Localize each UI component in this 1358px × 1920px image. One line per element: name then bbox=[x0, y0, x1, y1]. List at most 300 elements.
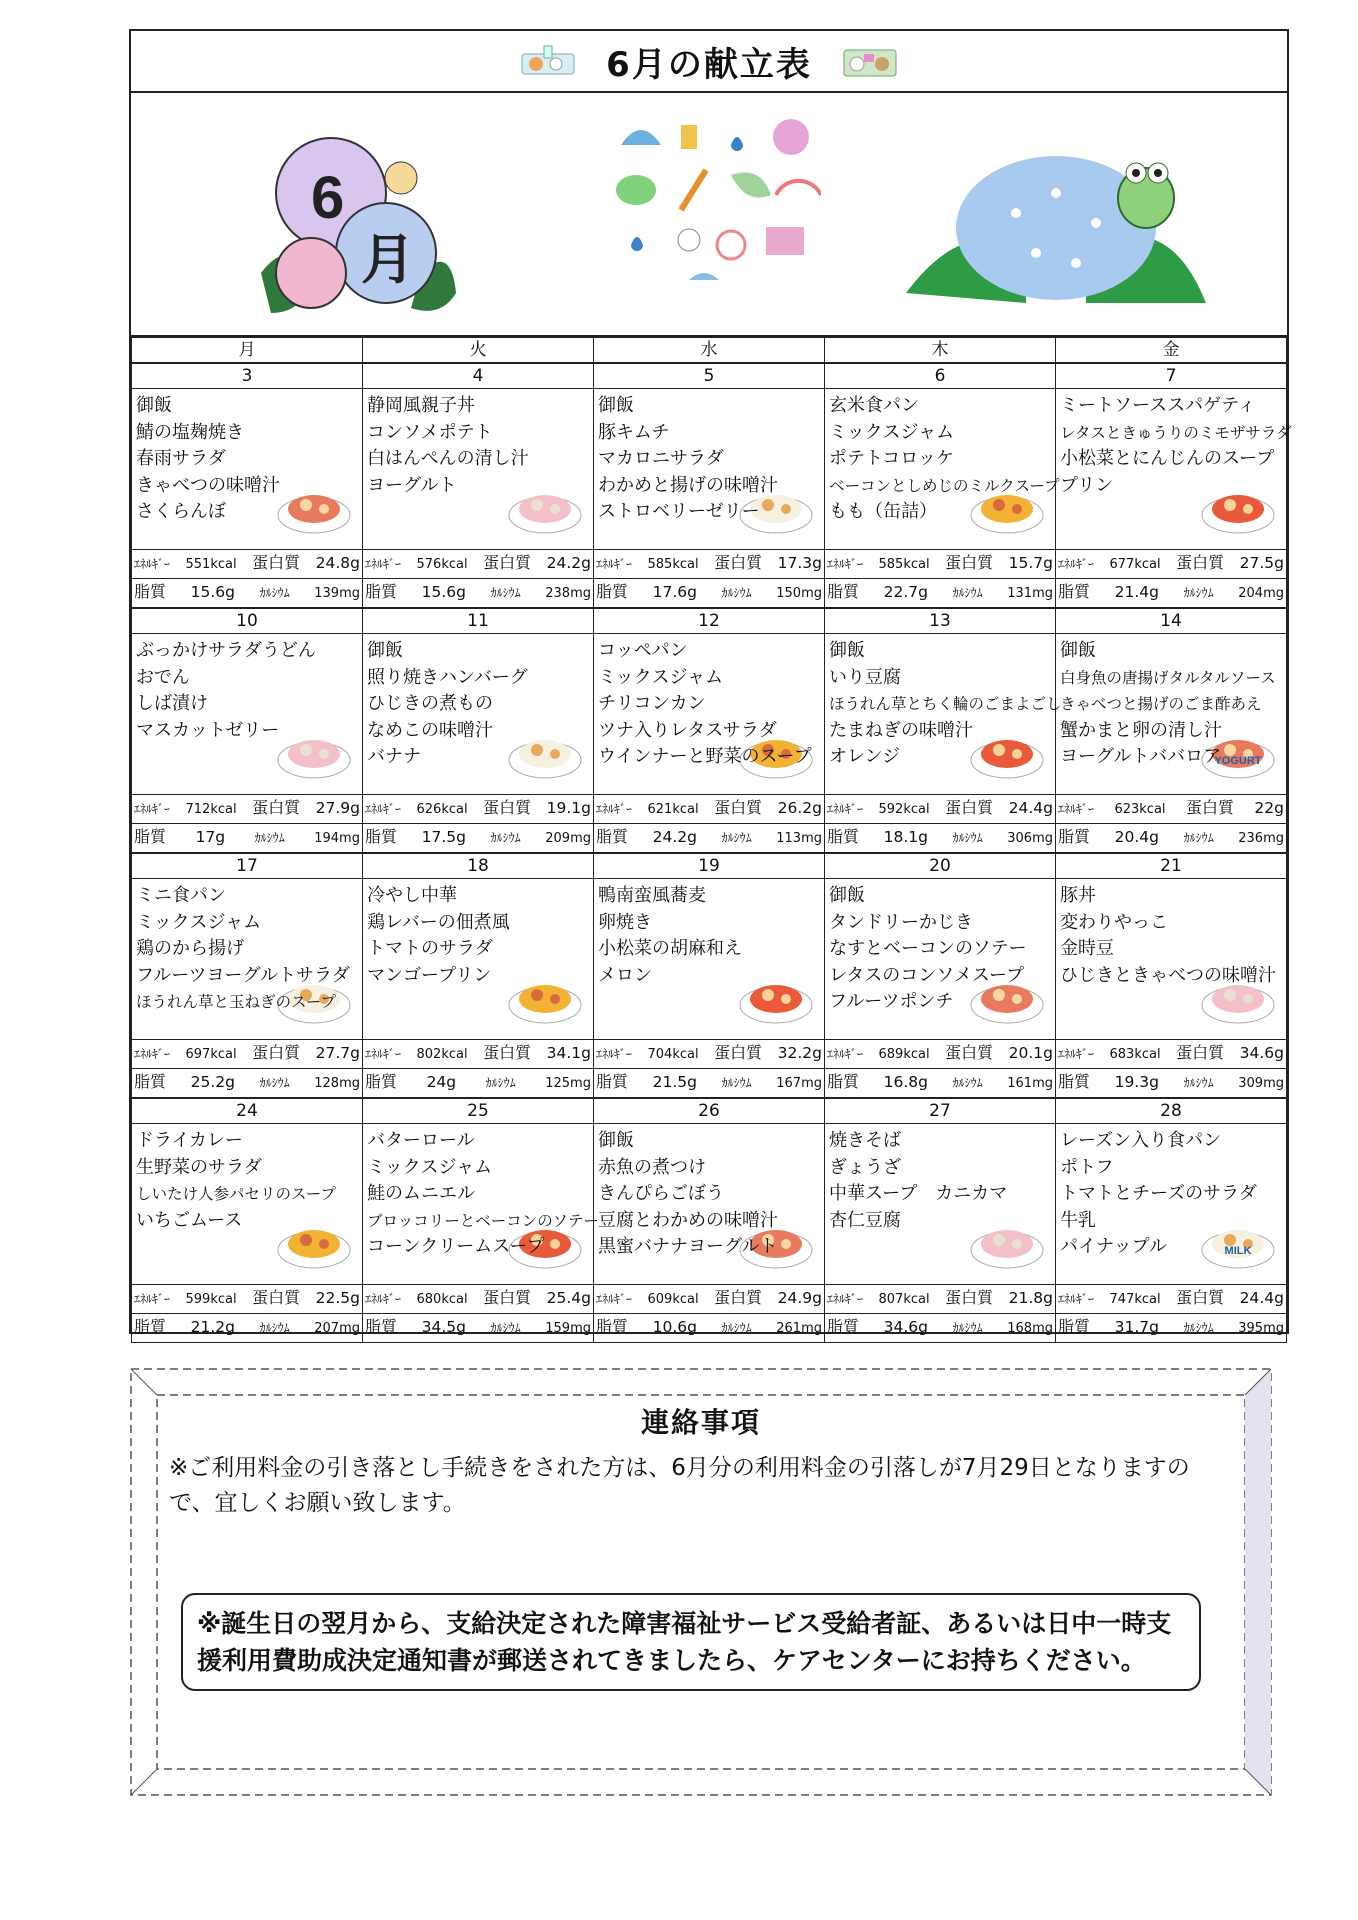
day-menu-cell bbox=[825, 879, 1056, 1040]
week-block bbox=[131, 608, 1287, 853]
energy-protein-cell bbox=[132, 1040, 363, 1069]
energy-value: 585kcal bbox=[647, 557, 699, 572]
dish-item: 鮭のムニエル bbox=[367, 1183, 475, 1204]
dish-item: 玄米食パン bbox=[829, 395, 919, 416]
dish-item: マンゴープリン bbox=[367, 964, 492, 986]
notice-section bbox=[129, 1367, 1273, 1797]
dish-item: わかめと揚げの味噌汁 bbox=[598, 474, 778, 496]
dish-item: おでん bbox=[136, 666, 190, 688]
energy-label: ｴﾈﾙｷﾞｰ bbox=[827, 557, 864, 571]
dish-item: ひじきの煮もの bbox=[367, 693, 493, 714]
energy-label: ｴﾈﾙｷﾞｰ bbox=[134, 1292, 171, 1306]
fat-label: 脂質 bbox=[596, 582, 629, 601]
fat-value: 17.6g bbox=[652, 583, 697, 601]
energy-protein-cell bbox=[132, 550, 363, 579]
dish-item: 鯖の塩麹焼き bbox=[136, 421, 244, 443]
fat-calcium-cell bbox=[594, 1314, 825, 1343]
dish-item: 春雨サラダ bbox=[136, 448, 226, 469]
dish-list bbox=[363, 879, 593, 989]
fat-calcium-cell bbox=[594, 1069, 825, 1098]
dish-item: 鴨南蛮風蕎麦 bbox=[598, 885, 706, 906]
dishes-row bbox=[132, 879, 1287, 1040]
fat-value: 21.4g bbox=[1114, 583, 1159, 601]
energy-label: ｴﾈﾙｷﾞｰ bbox=[134, 557, 171, 571]
energy-label: ｴﾈﾙｷﾞｰ bbox=[827, 1047, 864, 1061]
protein-label: 蛋白質 bbox=[945, 798, 994, 817]
energy-value: 551kcal bbox=[185, 557, 237, 572]
dish-item: しば漬け bbox=[136, 693, 208, 714]
dish-item: 鶏のから揚げ bbox=[136, 938, 244, 959]
week-block bbox=[131, 363, 1292, 608]
energy-value: 585kcal bbox=[878, 557, 930, 572]
fat-label: 脂質 bbox=[365, 1317, 398, 1336]
day-date: 17 bbox=[132, 854, 363, 879]
day-menu-cell bbox=[132, 389, 363, 550]
dish-list bbox=[132, 634, 362, 744]
fat-value: 24.2g bbox=[652, 828, 697, 846]
protein-value: 27.5g bbox=[1239, 554, 1284, 572]
fat-calcium-cell bbox=[132, 1069, 363, 1098]
dish-list bbox=[132, 879, 362, 1016]
weekday-tue: 火 bbox=[363, 338, 594, 363]
energy-protein-cell bbox=[825, 550, 1056, 579]
protein-label: 蛋白質 bbox=[252, 1288, 301, 1307]
calcium-label: ｶﾙｼｳﾑ bbox=[490, 831, 521, 845]
dish-item: ヨーグルト bbox=[367, 474, 457, 496]
energy-value: 599kcal bbox=[185, 1292, 237, 1307]
fat-value: 10.6g bbox=[652, 1318, 697, 1336]
day-menu-cell bbox=[363, 389, 594, 550]
notice-text: ※ご利用料金の引き落とし手続きをされた方は、6月分の利用料金の引落しが7月29日となりますので、宜しくお願い致します。 bbox=[169, 1455, 1190, 1516]
day-date: 21 bbox=[1056, 854, 1287, 879]
fat-value: 19.3g bbox=[1114, 1073, 1159, 1091]
dish-item: ほうれん草と玉ねぎのスープ bbox=[136, 993, 336, 1011]
calcium-label: ｶﾙｼｳﾑ bbox=[721, 831, 752, 845]
energy-protein-cell bbox=[1056, 550, 1287, 579]
dish-item: チリコンカン bbox=[598, 693, 706, 714]
dish-list bbox=[363, 1124, 599, 1261]
day-menu-cell bbox=[363, 879, 594, 1040]
protein-value: 24.2g bbox=[546, 554, 591, 572]
dish-item: 中華スープ カニカマ bbox=[829, 1183, 1008, 1204]
dish-item: 白身魚の唐揚げタルタルソース bbox=[1060, 668, 1276, 687]
dish-item: 照り焼きハンバーグ bbox=[367, 666, 528, 688]
dish-item: 卵焼き bbox=[598, 911, 652, 933]
calcium-label: ｶﾙｼｳﾑ bbox=[490, 1321, 521, 1335]
dish-item: ミートソーススパゲティ bbox=[1060, 395, 1256, 416]
fat-value: 25.2g bbox=[190, 1073, 235, 1091]
day-date: 4 bbox=[363, 364, 594, 389]
nutrition-row-1 bbox=[132, 1040, 1287, 1069]
day-menu-cell bbox=[825, 389, 1060, 550]
day-date: 11 bbox=[363, 609, 594, 634]
dish-item: ブロッコリーとベーコンのソテー bbox=[367, 1211, 599, 1230]
food-badge-label: MILK bbox=[1224, 1245, 1252, 1257]
calcium-value: 128mg bbox=[314, 1076, 360, 1091]
calcium-label: ｶﾙｼｳﾑ bbox=[952, 831, 983, 845]
fat-value: 21.5g bbox=[652, 1073, 697, 1091]
fat-label: 脂質 bbox=[134, 582, 167, 601]
energy-value: 704kcal bbox=[647, 1047, 699, 1062]
dish-list bbox=[363, 634, 593, 771]
dish-item: パイナップル bbox=[1060, 1236, 1167, 1257]
energy-protein-cell bbox=[594, 795, 825, 824]
calcium-label: ｶﾙｼｳﾑ bbox=[721, 586, 752, 600]
dish-list bbox=[825, 634, 1062, 771]
energy-value: 712kcal bbox=[185, 802, 237, 817]
fat-calcium-cell bbox=[825, 1314, 1056, 1343]
fat-value: 22.7g bbox=[883, 583, 928, 601]
energy-protein-cell bbox=[594, 550, 825, 579]
protein-label: 蛋白質 bbox=[1176, 553, 1225, 572]
dish-item: 生野菜のサラダ bbox=[136, 1156, 262, 1178]
dish-item: 牛乳 bbox=[1060, 1209, 1096, 1231]
day-date: 20 bbox=[825, 854, 1056, 879]
dish-item: 蟹かまと卵の清し汁 bbox=[1060, 719, 1222, 741]
dish-item: プリン bbox=[1060, 474, 1114, 496]
fat-label: 脂質 bbox=[827, 827, 860, 846]
dish-item: バナナ bbox=[367, 746, 421, 767]
fat-calcium-cell bbox=[1056, 1069, 1287, 1098]
energy-label: ｴﾈﾙｷﾞｰ bbox=[827, 802, 864, 816]
dish-item: コーンクリームスープ bbox=[367, 1236, 545, 1257]
protein-value: 24.4g bbox=[1008, 799, 1053, 817]
dish-item: 静岡風親子丼 bbox=[367, 395, 475, 416]
dish-item: ミックスジャム bbox=[136, 911, 262, 933]
calcium-label: ｶﾙｼｳﾑ bbox=[485, 1076, 516, 1090]
dish-list bbox=[594, 879, 824, 989]
energy-value: 623kcal bbox=[1114, 802, 1166, 817]
energy-protein-cell bbox=[363, 1040, 594, 1069]
dish-item: レタスのコンソメスープ bbox=[829, 964, 1025, 986]
energy-protein-cell bbox=[825, 1285, 1056, 1314]
seasonal-illustration bbox=[131, 93, 1287, 337]
calcium-label: ｶﾙｼｳﾑ bbox=[1183, 1076, 1214, 1090]
energy-label: ｴﾈﾙｷﾞｰ bbox=[1058, 1292, 1095, 1306]
energy-label: ｴﾈﾙｷﾞｰ bbox=[365, 1292, 402, 1306]
dish-item: バターロール bbox=[367, 1130, 475, 1151]
calcium-value: 159mg bbox=[545, 1321, 591, 1336]
protein-value: 34.6g bbox=[1239, 1044, 1284, 1062]
energy-label: ｴﾈﾙｷﾞｰ bbox=[134, 802, 171, 816]
day-menu-cell bbox=[594, 389, 825, 550]
day-date: 19 bbox=[594, 854, 825, 879]
dishes-row bbox=[132, 389, 1287, 550]
protein-label: 蛋白質 bbox=[483, 553, 532, 572]
day-menu-cell bbox=[594, 879, 825, 1040]
fat-label: 脂質 bbox=[134, 1072, 167, 1091]
calcium-value: 236mg bbox=[1238, 831, 1284, 846]
dish-item: 小松菜とにんじんのスープ bbox=[1060, 448, 1275, 469]
dish-list bbox=[132, 389, 362, 526]
day-date: 27 bbox=[825, 1099, 1056, 1124]
calcium-label: ｶﾙｼｳﾑ bbox=[721, 1321, 752, 1335]
calcium-value: 161mg bbox=[1007, 1076, 1053, 1091]
calcium-value: 309mg bbox=[1238, 1076, 1284, 1091]
dish-item: マカロニサラダ bbox=[598, 448, 724, 469]
calcium-value: 209mg bbox=[545, 831, 591, 846]
energy-protein-cell bbox=[1056, 1285, 1287, 1314]
dish-item: 御飯 bbox=[598, 1130, 634, 1151]
dish-item: 御飯 bbox=[829, 885, 865, 906]
calcium-value: 168mg bbox=[1007, 1321, 1053, 1336]
dish-item: 御飯 bbox=[136, 395, 172, 416]
day-date: 6 bbox=[825, 364, 1056, 389]
weekday-wed: 水 bbox=[594, 338, 825, 363]
energy-protein-cell bbox=[594, 1040, 825, 1069]
calcium-label: ｶﾙｼｳﾑ bbox=[259, 586, 290, 600]
dish-item: 豆腐とわかめの味噌汁 bbox=[598, 1209, 778, 1231]
protein-value: 22.5g bbox=[315, 1289, 360, 1307]
day-menu-cell bbox=[594, 634, 825, 795]
month-badge-hydrangea-icon bbox=[251, 123, 461, 323]
calcium-label: ｶﾙｼｳﾑ bbox=[1183, 586, 1214, 600]
calcium-label: ｶﾙｼｳﾑ bbox=[721, 1076, 752, 1090]
fat-calcium-cell bbox=[363, 1314, 594, 1343]
fat-calcium-cell bbox=[825, 1069, 1056, 1098]
dish-item: 豚キムチ bbox=[598, 421, 670, 443]
weekday-header-row bbox=[132, 338, 1287, 363]
calcium-label: ｶﾙｼｳﾑ bbox=[490, 586, 521, 600]
dish-list bbox=[1056, 879, 1286, 989]
fat-label: 脂質 bbox=[596, 1072, 629, 1091]
dish-item: きゃべつの味噌汁 bbox=[136, 474, 280, 496]
dish-item: 御飯 bbox=[367, 640, 403, 661]
protein-value: 24.4g bbox=[1239, 1289, 1284, 1307]
energy-value: 697kcal bbox=[185, 1047, 237, 1062]
energy-label: ｴﾈﾙｷﾞｰ bbox=[365, 557, 402, 571]
fat-calcium-cell bbox=[363, 824, 594, 853]
energy-protein-cell bbox=[132, 795, 363, 824]
day-date: 12 bbox=[594, 609, 825, 634]
energy-label: ｴﾈﾙｷﾞｰ bbox=[596, 557, 633, 571]
energy-label: ｴﾈﾙｷﾞｰ bbox=[827, 1292, 864, 1306]
protein-value: 32.2g bbox=[777, 1044, 822, 1062]
day-menu-cell bbox=[132, 879, 363, 1040]
dish-item: なめこの味噌汁 bbox=[367, 719, 493, 741]
day-date: 26 bbox=[594, 1099, 825, 1124]
energy-value: 747kcal bbox=[1109, 1292, 1161, 1307]
day-menu-cell bbox=[1056, 1124, 1287, 1285]
calcium-value: 194mg bbox=[314, 831, 360, 846]
energy-label: ｴﾈﾙｷﾞｰ bbox=[1058, 557, 1095, 571]
energy-label: ｴﾈﾙｷﾞｰ bbox=[1058, 802, 1095, 816]
energy-value: 609kcal bbox=[647, 1292, 699, 1307]
protein-label: 蛋白質 bbox=[483, 1288, 532, 1307]
protein-value: 25.4g bbox=[546, 1289, 591, 1307]
dish-item: ひじきときゃべつの味噌汁 bbox=[1060, 964, 1276, 986]
fat-calcium-cell bbox=[1056, 1314, 1287, 1343]
day-menu-cell bbox=[1056, 879, 1287, 1040]
energy-value: 592kcal bbox=[878, 802, 930, 817]
energy-label: ｴﾈﾙｷﾞｰ bbox=[596, 802, 633, 816]
day-date: 14 bbox=[1056, 609, 1287, 634]
energy-label: ｴﾈﾙｷﾞｰ bbox=[596, 1292, 633, 1306]
calcium-label: ｶﾙｼｳﾑ bbox=[1183, 1321, 1214, 1335]
day-menu-cell bbox=[825, 634, 1062, 795]
dish-item: いり豆腐 bbox=[829, 666, 901, 688]
energy-label: ｴﾈﾙｷﾞｰ bbox=[1058, 1047, 1095, 1061]
day-date: 10 bbox=[132, 609, 363, 634]
fat-label: 脂質 bbox=[1058, 1317, 1091, 1336]
dish-list bbox=[594, 1124, 824, 1261]
calcium-label: ｶﾙｼｳﾑ bbox=[254, 831, 285, 845]
energy-protein-cell bbox=[825, 1040, 1056, 1069]
dish-item: ストロベリーゼリー bbox=[598, 501, 760, 522]
fat-calcium-cell bbox=[1056, 824, 1287, 853]
fat-label: 脂質 bbox=[365, 1072, 398, 1091]
dish-list bbox=[363, 389, 593, 499]
fat-label: 脂質 bbox=[827, 582, 860, 601]
energy-value: 807kcal bbox=[878, 1292, 930, 1307]
energy-protein-cell bbox=[1056, 795, 1287, 824]
dish-item: もも（缶詰） bbox=[829, 501, 937, 522]
energy-label: ｴﾈﾙｷﾞｰ bbox=[365, 1047, 402, 1061]
energy-value: 689kcal bbox=[878, 1047, 930, 1062]
fat-calcium-cell bbox=[594, 824, 825, 853]
dish-item: 鶏レバーの佃煮風 bbox=[367, 911, 510, 933]
date-row bbox=[132, 854, 1287, 879]
dish-item: ミックスジャム bbox=[367, 1156, 493, 1178]
week-block bbox=[131, 1098, 1287, 1343]
calcium-value: 204mg bbox=[1238, 586, 1284, 601]
dish-item: ポトフ bbox=[1060, 1156, 1114, 1178]
dish-item: たまねぎの味噌汁 bbox=[829, 719, 973, 741]
protein-value: 24.9g bbox=[777, 1289, 822, 1307]
protein-value: 27.7g bbox=[315, 1044, 360, 1062]
energy-protein-cell bbox=[132, 1285, 363, 1314]
date-row bbox=[132, 1099, 1287, 1124]
fat-label: 脂質 bbox=[596, 827, 629, 846]
fat-label: 脂質 bbox=[596, 1317, 629, 1336]
dish-item: 焼きそば bbox=[829, 1130, 901, 1151]
dish-item: ポテトコロッケ bbox=[829, 448, 954, 469]
protein-value: 34.1g bbox=[546, 1044, 591, 1062]
dish-item: 豚丼 bbox=[1060, 885, 1096, 906]
calcium-value: 238mg bbox=[545, 586, 591, 601]
hydrangea-frog-icon bbox=[906, 133, 1206, 323]
certificate-note-box: ※誕生日の翌月から、支給決定された障害福祉サービス受給者証、あるいは日中一時支援利用費助成決定通知書が郵送されてきましたら、ケアセンターにお持ちください。 bbox=[181, 1593, 1201, 1691]
weekday-mon: 月 bbox=[132, 338, 363, 363]
weekly-menu-table bbox=[131, 337, 1287, 363]
dish-item: 御飯 bbox=[598, 395, 634, 416]
dish-list bbox=[594, 389, 824, 526]
day-menu-cell bbox=[825, 1124, 1056, 1285]
dish-item: 小松菜の胡麻和え bbox=[598, 938, 742, 959]
nutrition-row-1 bbox=[132, 550, 1287, 579]
protein-value: 24.8g bbox=[315, 554, 360, 572]
protein-label: 蛋白質 bbox=[945, 1288, 994, 1307]
protein-value: 15.7g bbox=[1008, 554, 1053, 572]
energy-protein-cell bbox=[363, 1285, 594, 1314]
dish-item: ミックスジャム bbox=[829, 421, 955, 443]
weekday-thu: 木 bbox=[825, 338, 1056, 363]
dish-item: なすとベーコンのソテー bbox=[829, 938, 1027, 959]
protein-value: 27.9g bbox=[315, 799, 360, 817]
lunch-set-icon bbox=[842, 44, 898, 78]
food-badge-label: YOGURT bbox=[1214, 755, 1262, 767]
energy-value: 680kcal bbox=[416, 1292, 468, 1307]
calcium-value: 139mg bbox=[314, 586, 360, 601]
dish-item: レーズン入り食パン bbox=[1060, 1130, 1222, 1151]
meal-tray-icon bbox=[520, 44, 576, 78]
dish-item: きんぴらごぼう bbox=[598, 1183, 724, 1204]
protein-label: 蛋白質 bbox=[252, 1043, 301, 1062]
dish-item: ベーコンとしめじのミルクスープ bbox=[829, 476, 1060, 495]
energy-value: 626kcal bbox=[416, 802, 468, 817]
dish-list bbox=[1056, 389, 1292, 499]
dish-item: 杏仁豆腐 bbox=[829, 1209, 901, 1231]
dish-item: 金時豆 bbox=[1060, 938, 1114, 959]
fat-value: 18.1g bbox=[883, 828, 928, 846]
page-title: 6月の献立表 bbox=[606, 44, 812, 85]
dish-item: きゃべつと揚げのごま酢あえ bbox=[1060, 695, 1262, 713]
protein-label: 蛋白質 bbox=[714, 553, 763, 572]
date-row bbox=[132, 364, 1287, 389]
protein-value: 19.1g bbox=[546, 799, 591, 817]
dish-item: ミニ食パン bbox=[136, 885, 226, 906]
day-menu-cell bbox=[363, 1124, 599, 1285]
protein-value: 20.1g bbox=[1008, 1044, 1053, 1062]
calcium-label: ｶﾙｼｳﾑ bbox=[952, 1321, 983, 1335]
dish-item: ツナ入りレタスサラダ bbox=[598, 719, 777, 741]
dish-item: マスカットゼリー bbox=[136, 719, 280, 741]
weekday-fri: 金 bbox=[1056, 338, 1287, 363]
energy-protein-cell bbox=[594, 1285, 825, 1314]
calcium-value: 113mg bbox=[776, 831, 822, 846]
nutrition-row-1 bbox=[132, 795, 1287, 824]
day-date: 7 bbox=[1056, 364, 1287, 389]
notice-title: 連絡事項 bbox=[640, 1406, 761, 1439]
protein-label: 蛋白質 bbox=[252, 553, 301, 572]
fat-label: 脂質 bbox=[134, 827, 167, 846]
dish-item: 冷やし中華 bbox=[367, 885, 457, 906]
protein-value: 22g bbox=[1254, 799, 1284, 817]
protein-label: 蛋白質 bbox=[1176, 1043, 1225, 1062]
dish-item: ぶっかけサラダうどん bbox=[136, 640, 316, 661]
dish-item: フルーツヨーグルトサラダ bbox=[136, 964, 350, 986]
fat-label: 脂質 bbox=[365, 582, 398, 601]
calcium-label: ｶﾙｼｳﾑ bbox=[1183, 831, 1214, 845]
fat-label: 脂質 bbox=[827, 1317, 860, 1336]
dish-item: トマトとチーズのサラダ bbox=[1060, 1183, 1257, 1204]
rainy-season-icons bbox=[611, 115, 821, 315]
dish-item: ヨーグルトババロア bbox=[1060, 746, 1222, 767]
protein-label: 蛋白質 bbox=[945, 1043, 994, 1062]
dish-list bbox=[594, 634, 824, 771]
day-date: 13 bbox=[825, 609, 1056, 634]
dish-item: 赤魚の煮つけ bbox=[598, 1156, 706, 1178]
fat-value: 31.7g bbox=[1114, 1318, 1159, 1336]
protein-label: 蛋白質 bbox=[714, 1043, 763, 1062]
fat-value: 34.6g bbox=[883, 1318, 928, 1336]
nutrition-row-2 bbox=[132, 1069, 1287, 1098]
title-row bbox=[131, 31, 1287, 93]
energy-protein-cell bbox=[1056, 1040, 1287, 1069]
fat-label: 脂質 bbox=[365, 827, 398, 846]
day-menu-cell bbox=[132, 634, 363, 795]
dish-item: ウインナーと野菜のスープ bbox=[598, 746, 812, 767]
weeks-container bbox=[131, 363, 1292, 1343]
day-date: 25 bbox=[363, 1099, 594, 1124]
fat-calcium-cell bbox=[825, 824, 1056, 853]
protein-value: 17.3g bbox=[777, 554, 822, 572]
dish-item: さくらんぼ bbox=[136, 501, 226, 522]
energy-value: 677kcal bbox=[1109, 557, 1161, 572]
date-row bbox=[132, 609, 1287, 634]
day-menu-cell bbox=[1056, 389, 1292, 550]
fat-label: 脂質 bbox=[1058, 582, 1091, 601]
